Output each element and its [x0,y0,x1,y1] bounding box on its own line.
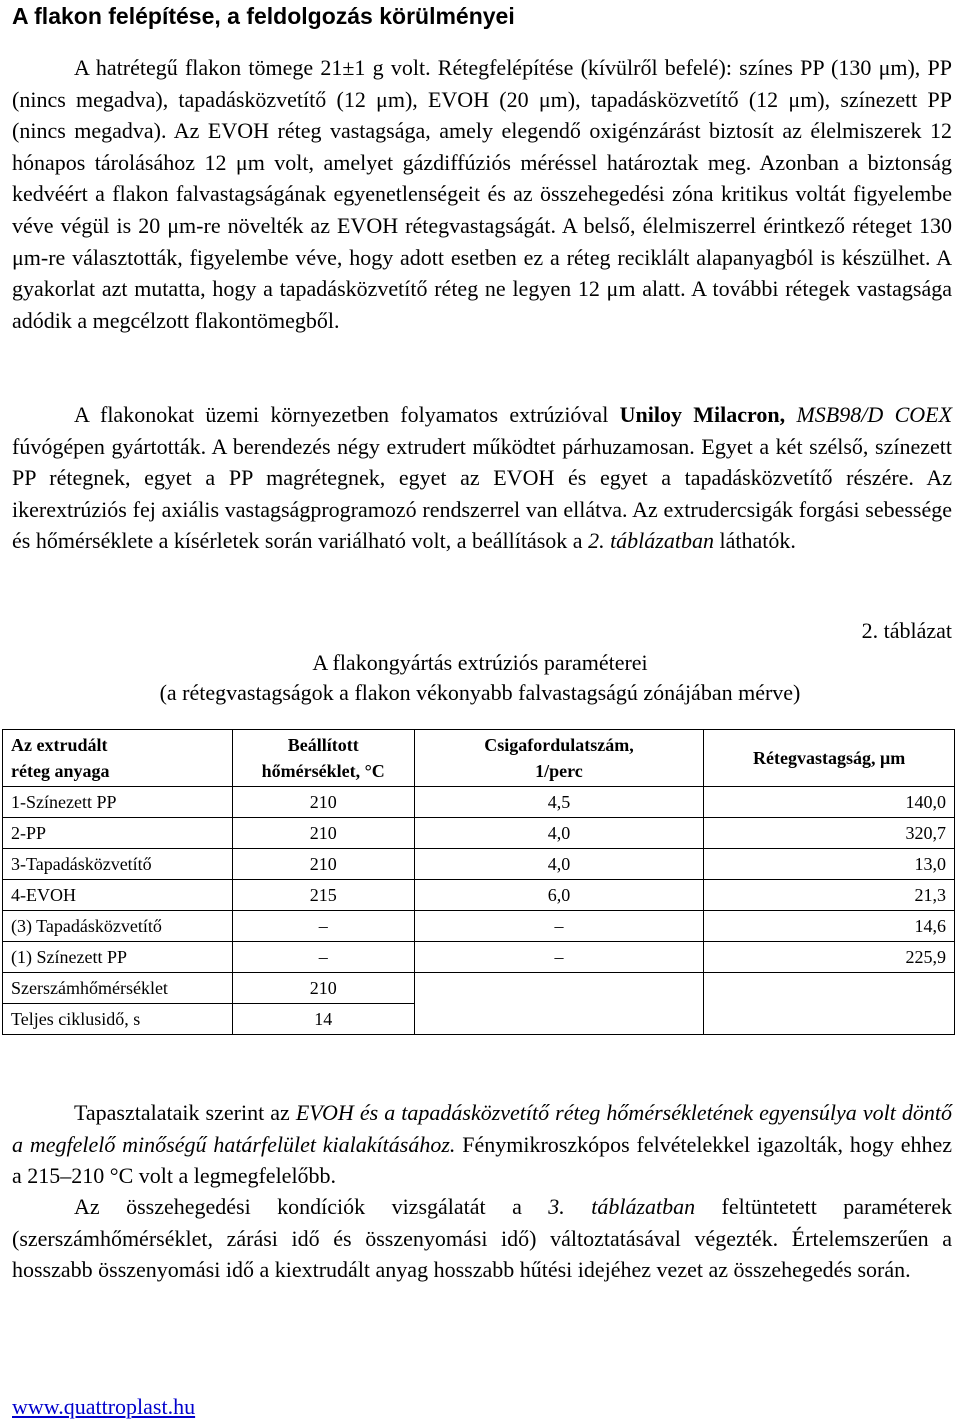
machine-brand: Uniloy Milacron, [619,402,786,427]
column-header-screw-speed: Csigafordulatszám, 1/perc [414,730,704,787]
table-row [3,787,955,818]
column-header-temperature: Beállított hőmérséklet, °C [232,730,414,787]
table-subtitle: (a rétegvastagságok a flakon vékonyabb falvastagságú zónájában mérve) [159,680,801,705]
extrusion-parameters-table [2,729,955,1035]
cell-temperature: – [232,911,414,942]
paragraph-production [12,399,952,557]
cell-temperature: 215 [232,880,414,911]
cell-temperature: 210 [232,973,414,1004]
cell-temperature: 14 [232,1004,414,1035]
cell-material: 2-PP [3,818,233,849]
cell-temperature: 210 [232,849,414,880]
cell-screw-speed: – [414,911,704,942]
cell-screw-speed: 4,0 [414,849,704,880]
table-title: A flakongyártás extrúziós paraméterei [312,650,648,675]
table-reference: 2. táblázatban [588,528,714,554]
cell-temperature: – [232,942,414,973]
table-row [3,849,955,880]
cell-thickness: 140,0 [704,787,955,818]
space [785,402,796,427]
table-row [3,818,955,849]
table-number: 2. táblázat [861,618,952,643]
cell-temperature: 210 [232,818,414,849]
cell-empty [414,1004,704,1035]
cell-thickness: 225,9 [704,942,955,973]
table-row [3,911,955,942]
cell-screw-speed: 4,5 [414,787,704,818]
machine-model: MSB98/D COEX [796,402,953,427]
cell-screw-speed: – [414,942,704,973]
paragraph-emphasis: EVOH és a tapadásközvetítő réteg hőmérsékletének egyensúlya volt döntő a megfelelő minőségű határfelület kialakításához. [12,1100,952,1157]
cell-temperature: 210 [232,787,414,818]
paragraph-text: Tapasztalataik szerint az [74,1100,296,1125]
cell-material: 3-Tapadásközvetítő [3,849,233,880]
paragraph-text: fúvógépen gyártották. A berendezés négy extrudert működtet párhuzamosan. Egyet a két szélső, színezett PP rétegnek, egyet a PP magrétegnek, egyet az EVOH és egyet a tapadásközvetítő részére. Az ikerextrúziós fej axiális vastagságprogramozó rendszerrel van ellátva. Az extrudercsigák forgási sebessége és hőmérséklete a kísérletek során variálható volt, a beállítások a [12,433,952,554]
paragraph-flask-structure [12,52,952,336]
cell-thickness: 14,6 [704,911,955,942]
cell-screw-speed: 4,0 [414,818,704,849]
table-row [3,942,955,973]
table-reference: 3. táblázatban [548,1194,696,1219]
cell-thickness: 320,7 [704,818,955,849]
cell-material: Szerszámhőmérséklet [3,973,233,1004]
section-heading: A flakon felépítése, a feldolgozás körülményei [12,3,515,29]
paragraph-text: Az összehegedési kondíciók vizsgálatát a [74,1194,549,1219]
cell-empty [704,973,955,1004]
cell-material: (3) Tapadásközvetítő [3,911,233,942]
cell-material: 1-Színezett PP [3,787,233,818]
column-header-material: Az extrudált réteg anyaga [3,730,233,787]
table-row [3,1004,955,1035]
paragraph-text: láthatók. [713,528,796,554]
table-header-row [3,730,955,787]
table-row [3,973,955,1004]
website-link[interactable]: www.quattroplast.hu [12,1394,196,1419]
paragraph-text: feltüntetett paraméterek (szerszámhőmérséklet, zárási idő és összenyomási idő) változtatásával végezték. Értelemszerűen a hosszabb összenyomási idő a kiextrudált anyag hosszabb hűtési idejéhez vezet az összehegedés során. [12,1194,952,1283]
cell-empty [704,1004,955,1035]
cell-material: (1) Színezett PP [3,942,233,973]
column-header-layer-thickness: Rétegvastagság, μm [704,730,955,787]
cell-screw-speed: 6,0 [414,880,704,911]
paragraph-text: A hatrétegű flakon tömege 21±1 g volt. Rétegfelépítése (kívülről befelé): színes PP (130 μm), PP (nincs megadva), tapadásközvetítő (12 μm), EVOH (20 μm), tapadásközvetítő (12 μm), színezett PP (nincs megadva). Az EVOH réteg vastagsága, amely elegendő oxigénzárást biztosít az élelmiszerek 12 hónapos tárolásához 12 μm volt, amelyet gázdiffúziós méréssel határoztak meg. Azonban a biztonság kedvéért a flakon falvastagságának egyenetlenségeit és az összehegedési zóna kritikus voltát figyelembe véve végül is 20 μm-re növelték az EVOH rétegvastagságát. A belső, élelmiszerrel érintkező réteget 130 μm-re választották, figyelembe véve, hogy adott esetben ez a réteg reciklált alapanyagból is készülhet. A gyakorlat azt mutatta, hogy a tapadásközvetítő réteg ne legyen 12 μm alatt. A további rétegek vastagsága adódik a megcélzott flakontömegből. [12,55,952,333]
paragraph-experience [12,1097,952,1192]
cell-material: Teljes ciklusidő, s [3,1004,233,1035]
cell-material: 4-EVOH [3,880,233,911]
cell-thickness: 21,3 [704,880,955,911]
paragraph-text: A flakonokat üzemi környezetben folyamatos extrúzióval [74,402,620,427]
cell-empty [414,973,704,1004]
cell-thickness: 13,0 [704,849,955,880]
paragraph-text: Fénymikroszkópos felvételekkel igazolták, hogy ehhez a 215–210 °C volt a legmegfelelőbb. [12,1131,952,1189]
paragraph-welding [12,1191,952,1286]
table-row [3,880,955,911]
